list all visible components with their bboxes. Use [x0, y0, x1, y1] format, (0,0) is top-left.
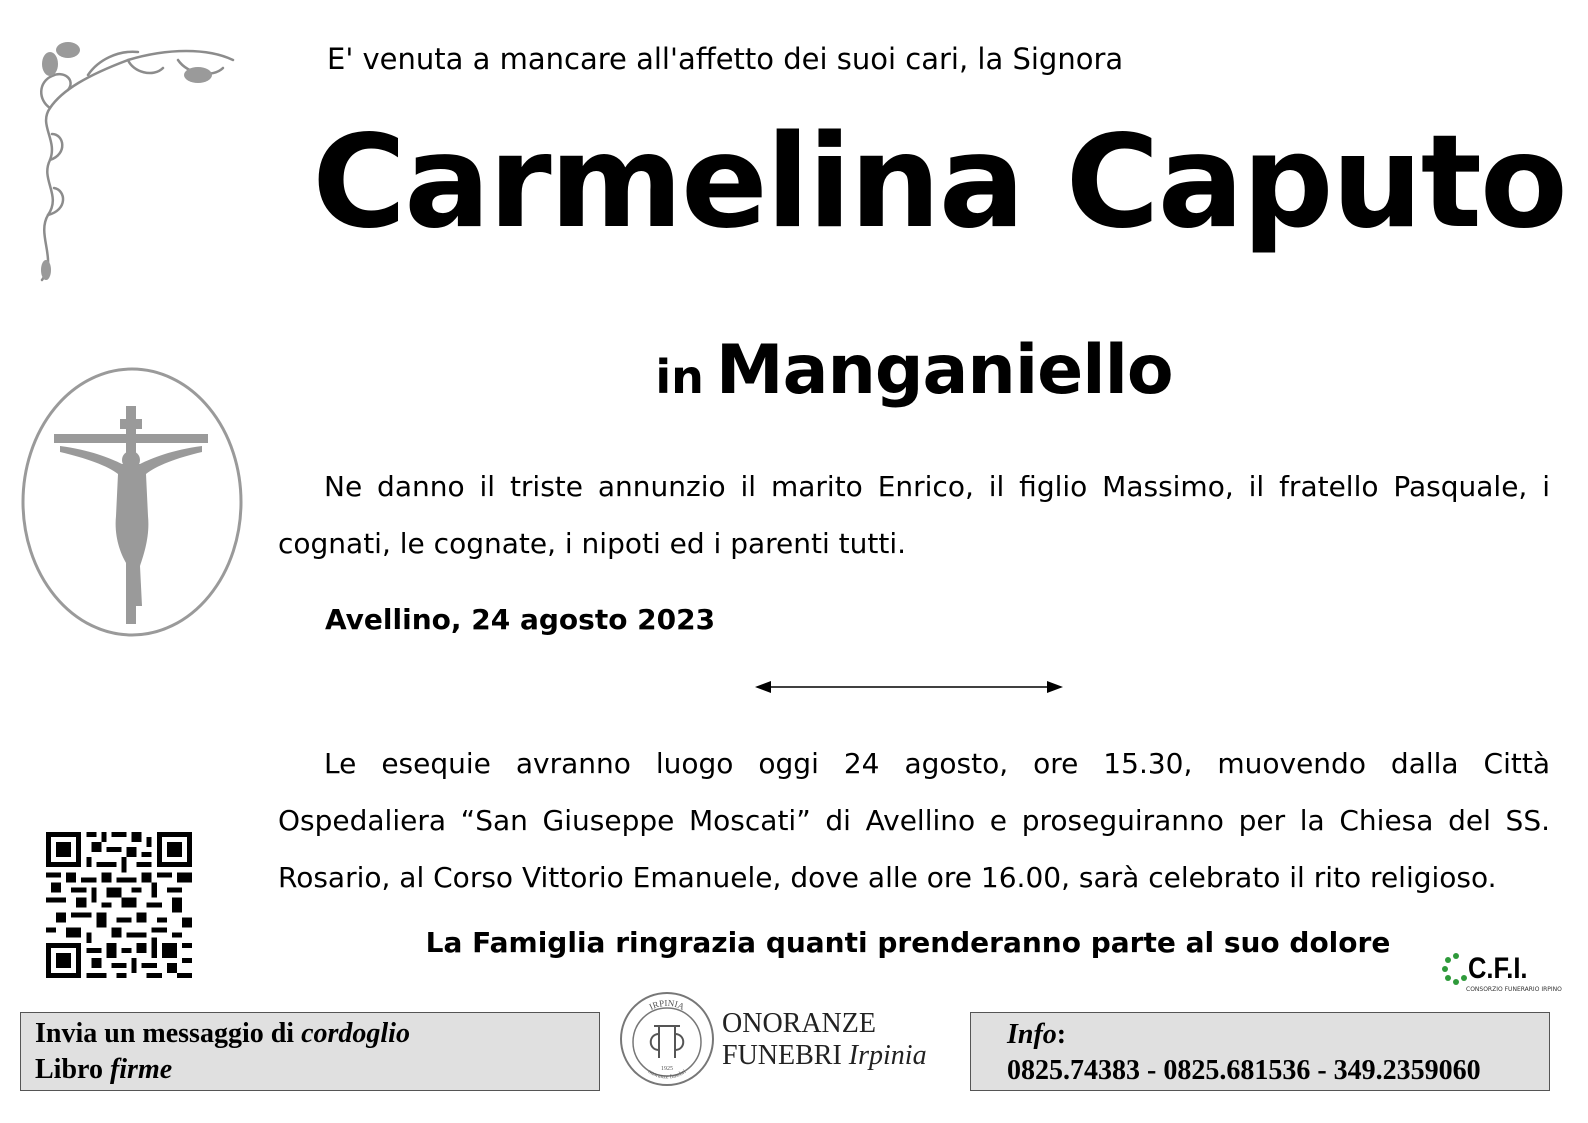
condolence-box[interactable]: [20, 1012, 600, 1091]
cfi-logo-icon: [1442, 952, 1470, 986]
info-box: [970, 1012, 1550, 1091]
family-notice: Ne danno il triste annunzio il marito Enrico, il figlio Massimo, il fratello Pasquale, i cognati, le cognate, i nipoti ed i parenti tutti.: [278, 470, 1550, 560]
brand-name: [722, 1008, 927, 1072]
svg-text:onoranze funebri: onoranze funebri: [646, 1068, 688, 1081]
condolence-link[interactable]: Invia un messaggio di cordoglio: [35, 1018, 410, 1049]
onoranze-logo-icon: [618, 990, 716, 1088]
qr-code-icon[interactable]: [46, 832, 192, 978]
cfi-subtitle: CONSORZIO FUNERARIO IRPINO: [1466, 986, 1562, 993]
svg-text:IRPINIA: IRPINIA: [647, 997, 687, 1012]
place-date: Avellino, 24 agosto 2023: [325, 603, 716, 636]
thanks-text: La Famiglia ringrazia quanti prenderanno parte al suo dolore: [425, 926, 1391, 959]
funeral-notice: Le esequie avranno luogo oggi 24 agosto, ore 15.30, muovendo dalla Città Ospedaliera “San Giuseppe Moscati” di Avellino e proseguiranno per la Chiesa del SS. Rosario, al Corso Vittorio Emanuele, dove alle ore 16.00, sarà celebrato il rito religioso.: [278, 747, 1550, 894]
svg-text:1925: 1925: [661, 1066, 673, 1072]
brand-line-1: ONORANZE: [722, 1008, 876, 1039]
married-surname: Manganiello: [715, 331, 1173, 410]
deceased-name: Carmelina Caputo: [312, 108, 1566, 257]
married-prefix: in: [655, 350, 704, 404]
brand-line-2: FUNEBRI Irpinia: [722, 1040, 927, 1071]
married-name: [0, 330, 1588, 412]
guestbook-link[interactable]: Libro firme: [35, 1054, 173, 1085]
intro-text: E' venuta a mancare all'affetto dei suoi cari, la Signora: [327, 42, 1124, 76]
phone-numbers[interactable]: 0825.74383 - 0825.681536 - 349.2359060: [1007, 1055, 1481, 1086]
info-label: Info:: [1007, 1019, 1067, 1050]
double-arrow-divider: [755, 678, 1063, 696]
cfi-text: C.F.I.: [1468, 952, 1528, 985]
